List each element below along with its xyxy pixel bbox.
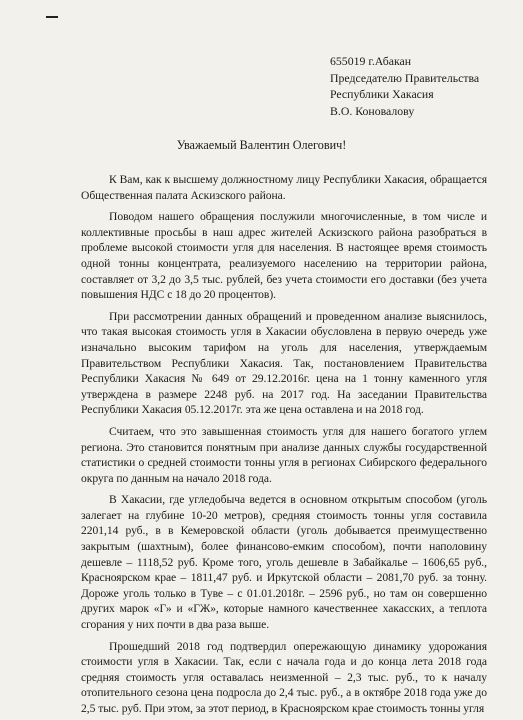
address-region-line: Республики Хакасия [330,87,434,101]
letter-body [81,172,487,720]
salutation: Уважаемый Валентин Олегович! [176,138,347,152]
paragraph-intro: К Вам, как к высшему должностному лицу Республики Хакасия, обращается Общественная палата Аскизского района. [81,173,487,202]
paragraph-2018-dynamics: Прошедший 2018 год подтвердил опережающую динамику удорожания стоимости угля в Хакасии. Так, если с начала года и до конца лета 2018 года средняя стоимость угля оставалась неизменной – 2,3 тыс. руб., то к началу отопительного сезона цена подросла до 2,4 тыс. руб., а в октябре 2018 года уже до 2,5 тыс. руб. При этом, за этот период, в Красноярском крае стоимость тонны угля [81,639,487,715]
paragraph-overpriced: Считаем, что это завышенная стоимость угля для нашего богатого углем региона. Это становится понятным при анализе данных службы государственной статистики о средней стоимости тонны угля в регионах Сибирского федерального округа по данным на начало 2018 года. [81,424,487,485]
address-name-line: В.О. Коновалову [330,103,415,118]
paragraph-analysis: При рассмотрении данных обращений и проведенном анализе выяснилось, что такая высокая стоимость угля в Хакасии обусловлена в первую очередь уже изначально высоким тарифом на уголь для населения, утверждаемым Правительством Республики Хакасия. Так, постановлением Правительства Республики Хакасия № 649 от 29.12.2016г. цена на 1 тонну каменного угля утверждена в размере 2248 руб. на 2017 год. На заседании Правительства Республики Хакасия 05.12.2017г. эта же цена оставлена и на 2018 год. [81,309,487,417]
paragraph-reason: Поводом нашего обращения послужили многочисленные, в том числе и коллективные просьбы в наш адрес жителей Аскизского района разобраться в проблеме высокой стоимости угля для населения. В настоящее время стоимость одной тонны концентрата, реализуемого населению на территории района, составляет от 3,2 до 3,5 тыс. рублей, без учета стоимости его доставки (без учета повышения НДС с 18 до 20 процентов). [81,210,487,302]
address-position-line: Председателю Правительства [330,70,480,85]
corner-mark [46,16,58,18]
paragraph-regional-prices: В Хакасии, где угледобыча ведется в основном открытым способом (уголь залегает на глубине 10-20 метров), средняя стоимость тонны угля составила 2201,14 руб., в в Кемеровской области (уголь добывается преимущественно закрытым (шахтным), более финансово-емким способом), почти наполовину дешевле – 1118,52 руб. Кроме того, уголь дешевле в Забайкалье – 1606,65 руб., Красноярском крае – 1811,47 руб. и Иркутской области – 2081,70 руб. за тонну. Дороже уголь только в Туве – с 01.01.2018г. – 2596 руб., но там он совершенно других марок «Г» и «ГЖ», которые намного качественнее хакасских, а теплота сгорания у них почти в два раза выше. [81,493,487,632]
recipient-address-block [330,53,479,119]
address-postal-line: 655019 г.Абакан [330,54,412,68]
